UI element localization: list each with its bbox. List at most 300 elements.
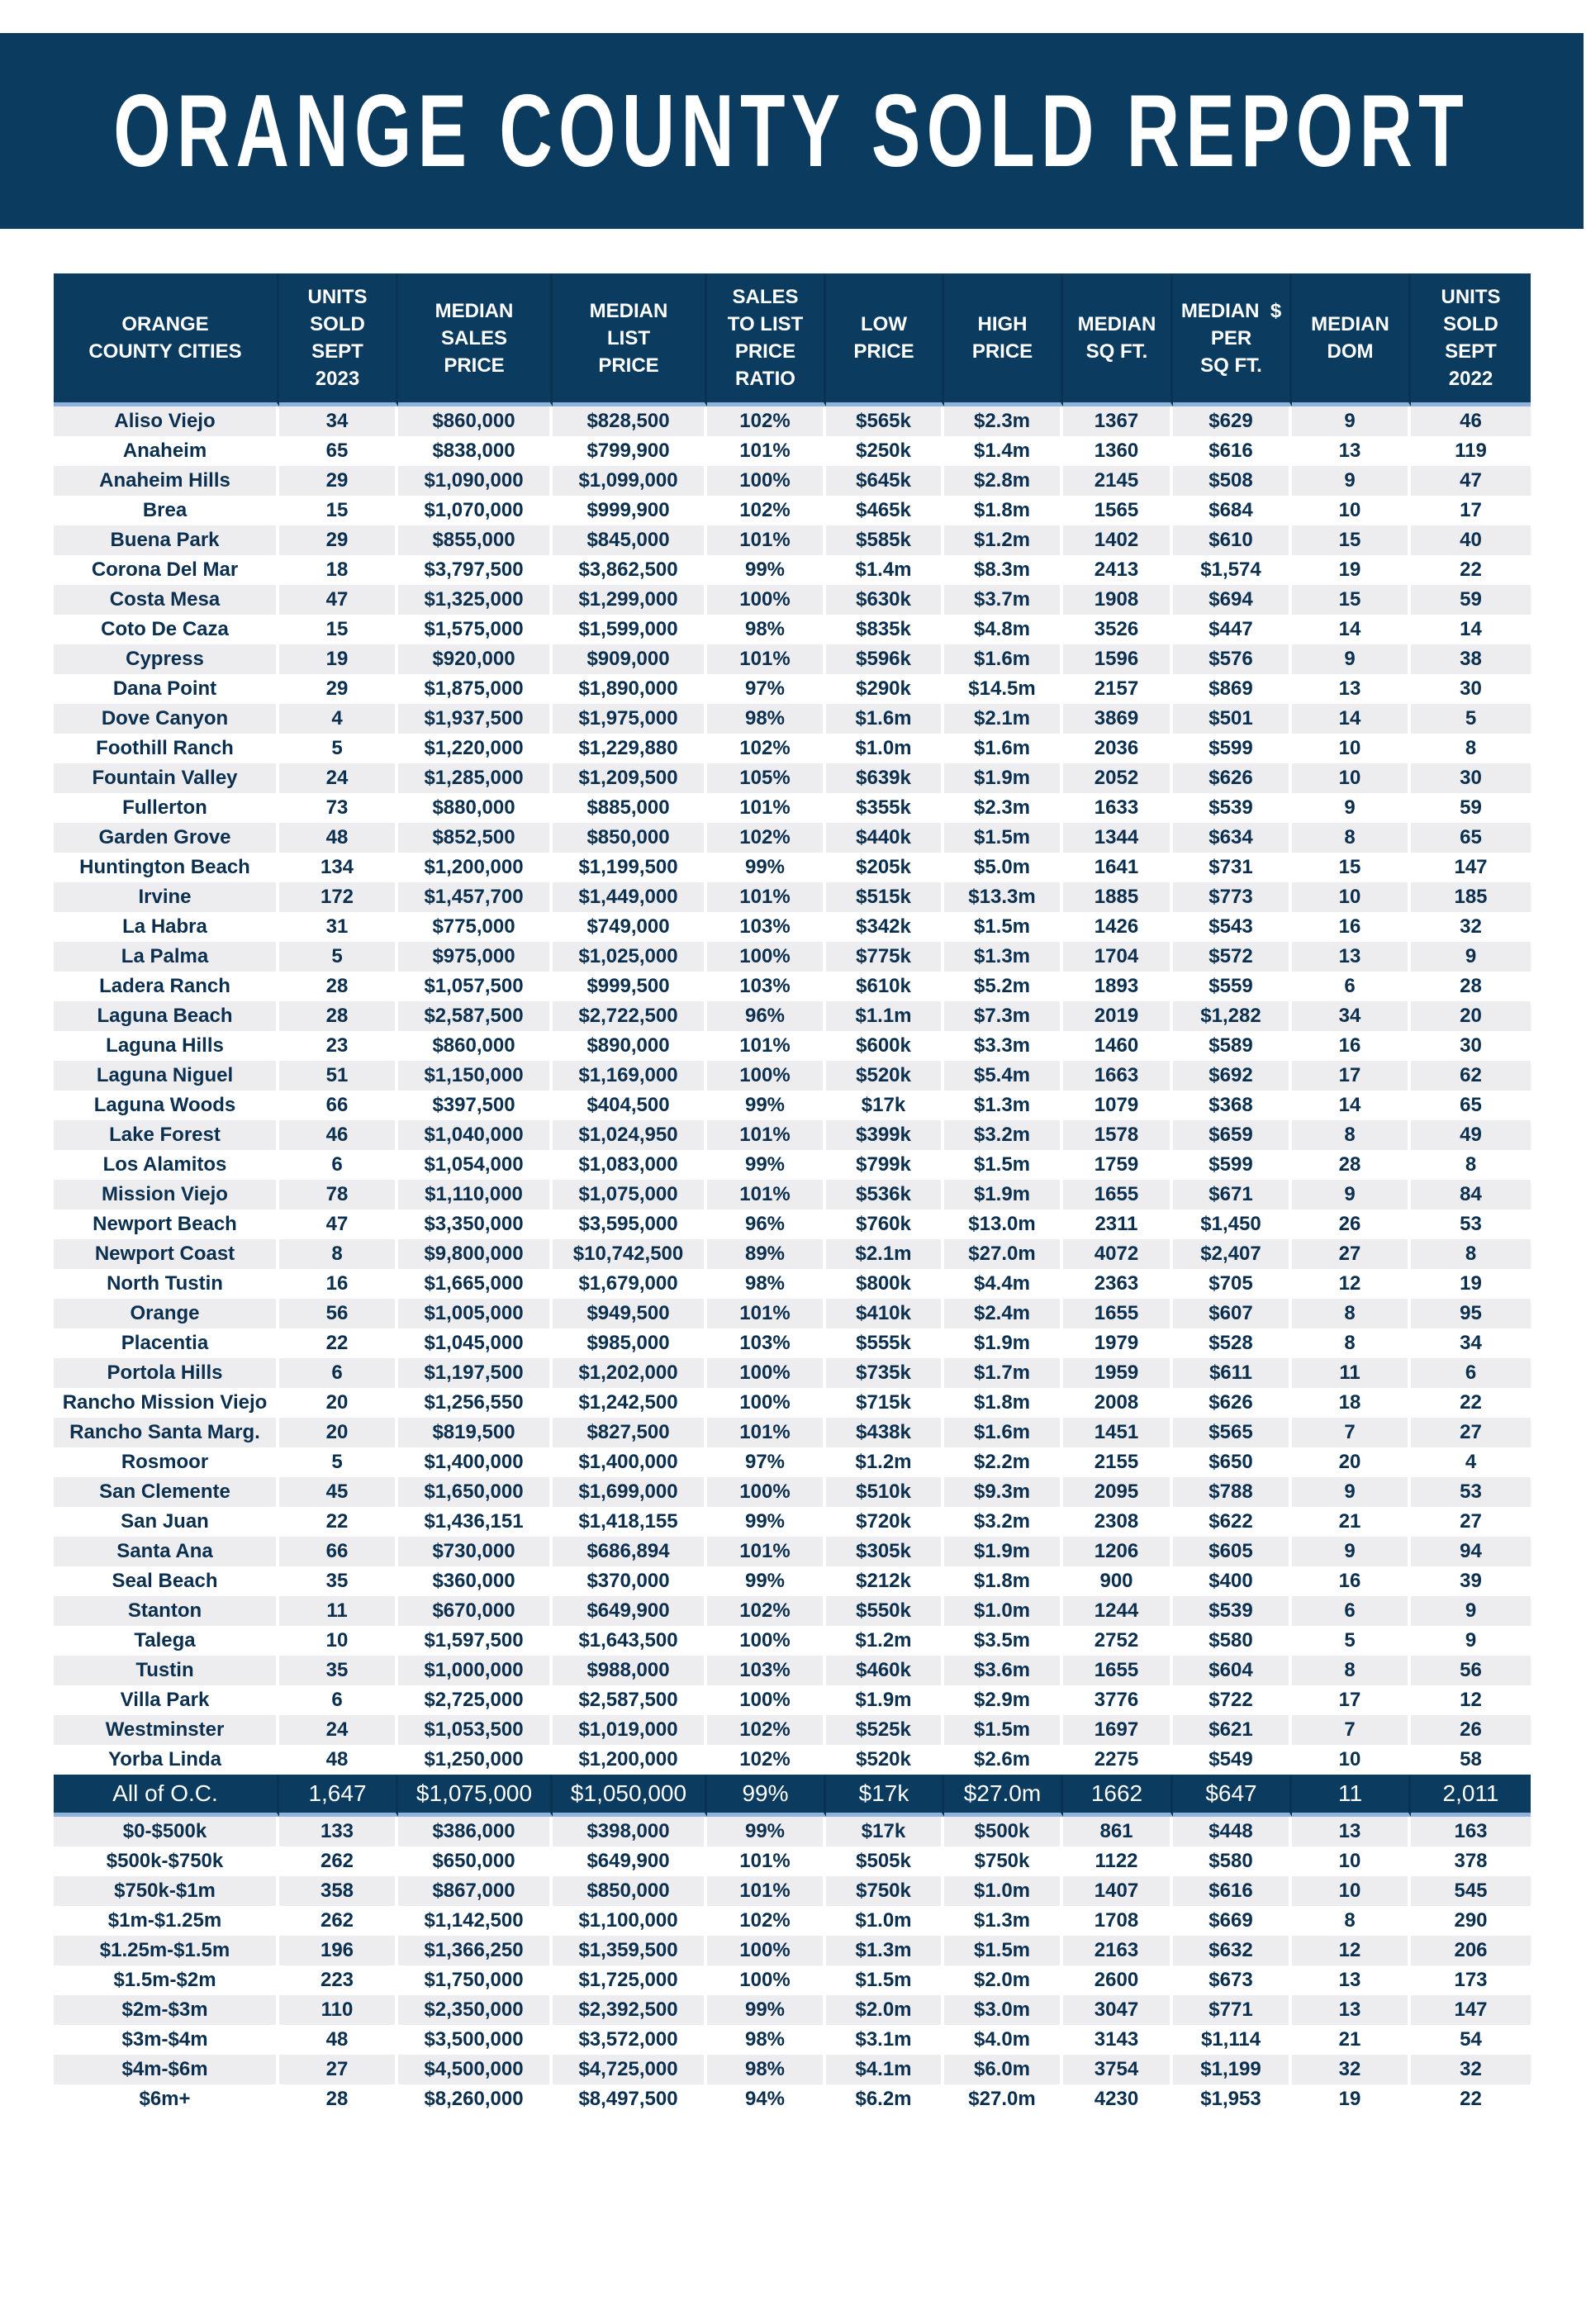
cell-median-sales-price: $2,587,500 [398, 1001, 553, 1031]
cell-high-price: $1.5m [944, 1150, 1063, 1180]
cell-high-price: $3.6m [944, 1656, 1063, 1685]
cell-sales-to-list-ratio: 100% [707, 1936, 826, 1965]
cell-median-dom: 16 [1292, 912, 1411, 942]
price-range-row [54, 1936, 1531, 1965]
cell-median-price-per-sqft: $622 [1173, 1507, 1292, 1537]
price-range-row [54, 1995, 1531, 2025]
cell-sales-to-list-ratio: 102% [707, 496, 826, 525]
cell-median-dom: 8 [1292, 1328, 1411, 1358]
cell-units-2023: 56 [279, 1299, 398, 1328]
cell-city: Anaheim Hills [54, 466, 279, 496]
cell-median-list-price: $370,000 [553, 1566, 707, 1596]
cell-median-sales-price: $730,000 [398, 1537, 553, 1566]
cell-units-2022: 5 [1411, 704, 1531, 734]
cell-city: Mission Viejo [54, 1180, 279, 1210]
cell-high-price: $8.3m [944, 555, 1063, 585]
cell-high-price: $2.2m [944, 1447, 1063, 1477]
city-row [54, 823, 1531, 853]
city-row [54, 1537, 1531, 1566]
cell-units-2023: 262 [279, 1906, 398, 1936]
cell-low-price: $800k [826, 1269, 944, 1299]
cell-median-list-price: $1,025,000 [553, 942, 707, 972]
cell-median-price-per-sqft: $650 [1173, 1447, 1292, 1477]
cell-sales-to-list-ratio: 101% [707, 1418, 826, 1447]
cell-median-dom: 26 [1292, 1210, 1411, 1239]
cell-units-2022: 2,011 [1411, 1775, 1531, 1817]
cell-high-price: $2.1m [944, 704, 1063, 734]
cell-city: Costa Mesa [54, 585, 279, 615]
sold-report-table [54, 273, 1531, 2114]
cell-high-price: $1.0m [944, 1596, 1063, 1626]
cell-high-price: $7.3m [944, 1001, 1063, 1031]
cell-median-dom: 21 [1292, 2025, 1411, 2055]
cell-city: Rancho Santa Marg. [54, 1418, 279, 1447]
cell-city: Laguna Niguel [54, 1061, 279, 1091]
cell-units-2023: 4 [279, 704, 398, 734]
cell-city: Lake Forest [54, 1120, 279, 1150]
cell-city: All of O.C. [54, 1775, 279, 1817]
cell-city: Garden Grove [54, 823, 279, 853]
cell-units-2023: 29 [279, 525, 398, 555]
cell-median-dom: 12 [1292, 1936, 1411, 1965]
cell-city: Huntington Beach [54, 853, 279, 882]
cell-median-price-per-sqft: $673 [1173, 1965, 1292, 1995]
column-header-units-2023: UNITS SOLD SEPT 2023 [279, 273, 398, 406]
cell-low-price: $342k [826, 912, 944, 942]
cell-median-sales-price: $1,045,000 [398, 1328, 553, 1358]
cell-units-2022: 17 [1411, 496, 1531, 525]
cell-median-sqft: 1244 [1063, 1596, 1173, 1626]
cell-high-price: $14.5m [944, 674, 1063, 704]
cell-units-2023: 5 [279, 1447, 398, 1477]
cell-median-list-price: $988,000 [553, 1656, 707, 1685]
cell-median-dom: 9 [1292, 1180, 1411, 1210]
cell-median-price-per-sqft: $539 [1173, 1596, 1292, 1626]
city-row [54, 1447, 1531, 1477]
cell-median-list-price: $1,449,000 [553, 882, 707, 912]
cell-sales-to-list-ratio: 100% [707, 466, 826, 496]
cell-city: La Palma [54, 942, 279, 972]
cell-median-list-price: $1,242,500 [553, 1388, 707, 1418]
cell-low-price: $505k [826, 1846, 944, 1876]
cell-median-sqft: 2036 [1063, 734, 1173, 763]
cell-median-dom: 17 [1292, 1685, 1411, 1715]
cell-low-price: $735k [826, 1358, 944, 1388]
cell-median-dom: 7 [1292, 1715, 1411, 1745]
cell-median-price-per-sqft: $616 [1173, 436, 1292, 466]
cell-sales-to-list-ratio: 102% [707, 734, 826, 763]
cell-low-price: $410k [826, 1299, 944, 1328]
cell-high-price: $3.3m [944, 1031, 1063, 1061]
cell-units-2022: 8 [1411, 1150, 1531, 1180]
cell-city: Laguna Beach [54, 1001, 279, 1031]
cell-units-2023: 196 [279, 1936, 398, 1965]
cell-units-2023: 15 [279, 496, 398, 525]
price-range-row [54, 1817, 1531, 1846]
cell-high-price: $2.3m [944, 406, 1063, 436]
cell-median-price-per-sqft: $539 [1173, 793, 1292, 823]
cell-median-sales-price: $1,366,250 [398, 1936, 553, 1965]
cell-median-sqft: 2311 [1063, 1210, 1173, 1239]
cell-sales-to-list-ratio: 101% [707, 436, 826, 466]
city-row [54, 1388, 1531, 1418]
cell-median-sales-price: $1,457,700 [398, 882, 553, 912]
cell-median-sales-price: $1,665,000 [398, 1269, 553, 1299]
cell-median-price-per-sqft: $580 [1173, 1846, 1292, 1876]
cell-median-price-per-sqft: $610 [1173, 525, 1292, 555]
cell-sales-to-list-ratio: 96% [707, 1001, 826, 1031]
cell-low-price: $536k [826, 1180, 944, 1210]
cell-units-2022: 30 [1411, 674, 1531, 704]
cell-median-sqft: 1663 [1063, 1061, 1173, 1091]
cell-high-price: $2.3m [944, 793, 1063, 823]
cell-median-list-price: $8,497,500 [553, 2084, 707, 2114]
cell-median-sqft: 2600 [1063, 1965, 1173, 1995]
cell-high-price: $1.4m [944, 436, 1063, 466]
cell-median-sqft: 1655 [1063, 1299, 1173, 1328]
cell-median-list-price: $985,000 [553, 1328, 707, 1358]
cell-city: Newport Coast [54, 1239, 279, 1269]
cell-median-sqft: 1655 [1063, 1180, 1173, 1210]
cell-median-price-per-sqft: $508 [1173, 466, 1292, 496]
cell-low-price: $520k [826, 1061, 944, 1091]
cell-high-price: $1.6m [944, 644, 1063, 674]
cell-units-2023: 5 [279, 942, 398, 972]
cell-high-price: $1.3m [944, 1091, 1063, 1120]
cell-median-price-per-sqft: $607 [1173, 1299, 1292, 1328]
cell-units-2022: 185 [1411, 882, 1531, 912]
cell-units-2022: 22 [1411, 1388, 1531, 1418]
cell-units-2023: 28 [279, 2084, 398, 2114]
cell-city: Westminster [54, 1715, 279, 1745]
page-title: ORANGE COUNTY SOLD REPORT [113, 74, 1470, 188]
cell-median-sales-price: $975,000 [398, 942, 553, 972]
cell-median-price-per-sqft: $368 [1173, 1091, 1292, 1120]
cell-median-dom: 13 [1292, 1817, 1411, 1846]
cell-median-sales-price: $860,000 [398, 1031, 553, 1061]
city-row [54, 853, 1531, 882]
city-row [54, 1656, 1531, 1685]
cell-median-sqft: 1407 [1063, 1876, 1173, 1906]
cell-city: $0-$500k [54, 1817, 279, 1846]
cell-high-price: $2.6m [944, 1745, 1063, 1775]
cell-median-dom: 9 [1292, 793, 1411, 823]
city-row [54, 466, 1531, 496]
column-header-median-price-per-sqft: MEDIAN $ PER SQ FT. [1173, 273, 1292, 406]
cell-units-2022: 47 [1411, 466, 1531, 496]
cell-low-price: $3.1m [826, 2025, 944, 2055]
cell-median-dom: 15 [1292, 853, 1411, 882]
cell-sales-to-list-ratio: 102% [707, 1596, 826, 1626]
cell-median-sales-price: $1,256,550 [398, 1388, 553, 1418]
cell-low-price: $555k [826, 1328, 944, 1358]
cell-city: Orange [54, 1299, 279, 1328]
cell-median-sales-price: $650,000 [398, 1846, 553, 1876]
cell-low-price: $250k [826, 436, 944, 466]
cell-median-sales-price: $2,350,000 [398, 1995, 553, 2025]
cell-high-price: $3.2m [944, 1120, 1063, 1150]
cell-city: Corona Del Mar [54, 555, 279, 585]
cell-median-dom: 10 [1292, 496, 1411, 525]
cell-low-price: $715k [826, 1388, 944, 1418]
cell-units-2022: 59 [1411, 793, 1531, 823]
cell-low-price: $760k [826, 1210, 944, 1239]
cell-median-sales-price: $1,150,000 [398, 1061, 553, 1091]
cell-city: $500k-$750k [54, 1846, 279, 1876]
cell-sales-to-list-ratio: 100% [707, 1965, 826, 1995]
cell-city: Foothill Ranch [54, 734, 279, 763]
cell-median-sqft: 2052 [1063, 763, 1173, 793]
cell-median-sales-price: $852,500 [398, 823, 553, 853]
cell-low-price: $1.6m [826, 704, 944, 734]
cell-median-price-per-sqft: $705 [1173, 1269, 1292, 1299]
cell-median-sales-price: $838,000 [398, 436, 553, 466]
cell-units-2022: 94 [1411, 1537, 1531, 1566]
cell-median-sqft: 2145 [1063, 466, 1173, 496]
cell-sales-to-list-ratio: 94% [707, 2084, 826, 2114]
cell-units-2023: 27 [279, 2055, 398, 2084]
cell-units-2023: 16 [279, 1269, 398, 1299]
cell-city: Ladera Ranch [54, 972, 279, 1001]
cell-units-2022: 147 [1411, 1995, 1531, 2025]
cell-median-sqft: 1662 [1063, 1775, 1173, 1817]
cell-median-price-per-sqft: $448 [1173, 1817, 1292, 1846]
column-header-high-price: HIGH PRICE [944, 273, 1063, 406]
cell-city: La Habra [54, 912, 279, 942]
cell-city: Los Alamitos [54, 1150, 279, 1180]
cell-median-list-price: $1,359,500 [553, 1936, 707, 1965]
city-row [54, 1507, 1531, 1537]
city-row [54, 1358, 1531, 1388]
cell-median-sales-price: $1,053,500 [398, 1715, 553, 1745]
cell-median-price-per-sqft: $621 [1173, 1715, 1292, 1745]
cell-units-2022: 28 [1411, 972, 1531, 1001]
cell-city: Rancho Mission Viejo [54, 1388, 279, 1418]
cell-median-list-price: $1,418,155 [553, 1507, 707, 1537]
price-range-row [54, 1965, 1531, 1995]
cell-median-dom: 10 [1292, 1745, 1411, 1775]
cell-high-price: $4.0m [944, 2025, 1063, 2055]
cell-median-price-per-sqft: $580 [1173, 1626, 1292, 1656]
cell-units-2023: 223 [279, 1965, 398, 1995]
cell-median-list-price: $850,000 [553, 1876, 707, 1906]
cell-median-dom: 8 [1292, 1656, 1411, 1685]
cell-median-dom: 10 [1292, 1876, 1411, 1906]
cell-city: $1.5m-$2m [54, 1965, 279, 1995]
cell-units-2022: 56 [1411, 1656, 1531, 1685]
column-header-city: ORANGE COUNTY CITIES [54, 273, 279, 406]
cell-median-dom: 34 [1292, 1001, 1411, 1031]
cell-city: $6m+ [54, 2084, 279, 2114]
cell-median-sqft: 1426 [1063, 912, 1173, 942]
cell-units-2023: 24 [279, 763, 398, 793]
cell-units-2023: 10 [279, 1626, 398, 1656]
cell-median-sqft: 2308 [1063, 1507, 1173, 1537]
cell-high-price: $5.2m [944, 972, 1063, 1001]
cell-units-2023: 5 [279, 734, 398, 763]
cell-units-2022: 40 [1411, 525, 1531, 555]
cell-median-sales-price: $855,000 [398, 525, 553, 555]
cell-median-list-price: $850,000 [553, 823, 707, 853]
cell-sales-to-list-ratio: 100% [707, 585, 826, 615]
cell-median-sqft: 3754 [1063, 2055, 1173, 2084]
city-row [54, 1477, 1531, 1507]
cell-median-sqft: 1959 [1063, 1358, 1173, 1388]
cell-median-dom: 17 [1292, 1061, 1411, 1091]
cell-median-list-price: $999,500 [553, 972, 707, 1001]
cell-units-2023: 48 [279, 2025, 398, 2055]
cell-high-price: $27.0m [944, 1775, 1063, 1817]
cell-low-price: $550k [826, 1596, 944, 1626]
cell-median-list-price: $649,900 [553, 1846, 707, 1876]
cell-median-sales-price: $1,285,000 [398, 763, 553, 793]
cell-high-price: $3.7m [944, 585, 1063, 615]
cell-low-price: $750k [826, 1876, 944, 1906]
cell-median-sqft: 2163 [1063, 1936, 1173, 1965]
cell-units-2022: 30 [1411, 1031, 1531, 1061]
cell-median-list-price: $845,000 [553, 525, 707, 555]
cell-sales-to-list-ratio: 101% [707, 525, 826, 555]
cell-median-sqft: 3776 [1063, 1685, 1173, 1715]
cell-median-dom: 8 [1292, 1299, 1411, 1328]
cell-median-sales-price: $3,797,500 [398, 555, 553, 585]
cell-median-sqft: 1402 [1063, 525, 1173, 555]
cell-low-price: $1.4m [826, 555, 944, 585]
cell-units-2022: 49 [1411, 1120, 1531, 1150]
cell-median-sales-price: $1,070,000 [398, 496, 553, 525]
cell-sales-to-list-ratio: 102% [707, 823, 826, 853]
cell-units-2022: 163 [1411, 1817, 1531, 1846]
city-row [54, 1061, 1531, 1091]
cell-median-price-per-sqft: $671 [1173, 1180, 1292, 1210]
price-range-row [54, 1846, 1531, 1876]
cell-low-price: $585k [826, 525, 944, 555]
cell-median-sales-price: $1,400,000 [398, 1447, 553, 1477]
cell-sales-to-list-ratio: 101% [707, 1180, 826, 1210]
cell-units-2023: 6 [279, 1358, 398, 1388]
cell-median-price-per-sqft: $629 [1173, 406, 1292, 436]
cell-units-2022: 378 [1411, 1846, 1531, 1876]
cell-sales-to-list-ratio: 98% [707, 2025, 826, 2055]
city-row [54, 674, 1531, 704]
column-header-units-2022: UNITS SOLD SEPT 2022 [1411, 273, 1531, 406]
cell-median-price-per-sqft: $565 [1173, 1418, 1292, 1447]
cell-median-list-price: $404,500 [553, 1091, 707, 1120]
cell-median-sales-price: $360,000 [398, 1566, 553, 1596]
cell-median-price-per-sqft: $528 [1173, 1328, 1292, 1358]
cell-high-price: $1.6m [944, 1418, 1063, 1447]
cell-city: Santa Ana [54, 1537, 279, 1566]
price-range-row [54, 2084, 1531, 2114]
city-row [54, 734, 1531, 763]
cell-median-sqft: 2155 [1063, 1447, 1173, 1477]
cell-median-price-per-sqft: $684 [1173, 496, 1292, 525]
cell-median-sales-price: $1,436,151 [398, 1507, 553, 1537]
cell-median-dom: 18 [1292, 1388, 1411, 1418]
cell-median-price-per-sqft: $549 [1173, 1745, 1292, 1775]
cell-sales-to-list-ratio: 99% [707, 1775, 826, 1817]
cell-median-dom: 9 [1292, 1477, 1411, 1507]
cell-median-sqft: 1460 [1063, 1031, 1173, 1061]
cell-units-2023: 51 [279, 1061, 398, 1091]
cell-units-2022: 53 [1411, 1477, 1531, 1507]
cell-low-price: $399k [826, 1120, 944, 1150]
cell-units-2023: 73 [279, 793, 398, 823]
cell-median-dom: 9 [1292, 1537, 1411, 1566]
cell-median-sales-price: $1,937,500 [398, 704, 553, 734]
cell-median-price-per-sqft: $1,953 [1173, 2084, 1292, 2114]
cell-median-list-price: $949,500 [553, 1299, 707, 1328]
cell-units-2022: 6 [1411, 1358, 1531, 1388]
price-range-row [54, 2025, 1531, 2055]
cell-sales-to-list-ratio: 101% [707, 1120, 826, 1150]
cell-median-dom: 14 [1292, 615, 1411, 644]
cell-city: San Juan [54, 1507, 279, 1537]
cell-city: Laguna Hills [54, 1031, 279, 1061]
cell-high-price: $2.9m [944, 1685, 1063, 1715]
cell-units-2023: 35 [279, 1566, 398, 1596]
cell-low-price: $639k [826, 763, 944, 793]
cell-units-2022: 95 [1411, 1299, 1531, 1328]
cell-median-dom: 16 [1292, 1566, 1411, 1596]
cell-units-2022: 9 [1411, 1626, 1531, 1656]
cell-median-list-price: $1,169,000 [553, 1061, 707, 1091]
cell-median-dom: 11 [1292, 1358, 1411, 1388]
cell-units-2022: 22 [1411, 555, 1531, 585]
cell-high-price: $13.0m [944, 1210, 1063, 1239]
cell-units-2023: 47 [279, 1210, 398, 1239]
column-header-median-sales-price: MEDIAN SALES PRICE [398, 273, 553, 406]
cell-high-price: $500k [944, 1817, 1063, 1846]
cell-median-list-price: $1,299,000 [553, 585, 707, 615]
cell-units-2022: 59 [1411, 585, 1531, 615]
cell-units-2023: 28 [279, 1001, 398, 1031]
city-row [54, 644, 1531, 674]
cell-median-sales-price: $1,040,000 [398, 1120, 553, 1150]
cell-units-2022: 9 [1411, 942, 1531, 972]
cell-units-2023: 172 [279, 882, 398, 912]
cell-low-price: $596k [826, 644, 944, 674]
cell-median-sqft: 1367 [1063, 406, 1173, 436]
cell-median-sales-price: $1,000,000 [398, 1656, 553, 1685]
cell-median-sqft: 1655 [1063, 1656, 1173, 1685]
cell-median-dom: 13 [1292, 1995, 1411, 2025]
cell-high-price: $1.6m [944, 734, 1063, 763]
cell-median-sales-price: $1,142,500 [398, 1906, 553, 1936]
cell-median-dom: 7 [1292, 1418, 1411, 1447]
cell-high-price: $27.0m [944, 1239, 1063, 1269]
cell-sales-to-list-ratio: 102% [707, 1745, 826, 1775]
cell-city: Aliso Viejo [54, 406, 279, 436]
cell-median-dom: 6 [1292, 1596, 1411, 1626]
cell-city: $1m-$1.25m [54, 1906, 279, 1936]
cell-units-2023: 6 [279, 1150, 398, 1180]
cell-median-list-price: $1,725,000 [553, 1965, 707, 1995]
city-row [54, 1239, 1531, 1269]
cell-median-sales-price: $1,005,000 [398, 1299, 553, 1328]
cell-median-list-price: $3,572,000 [553, 2025, 707, 2055]
cell-median-price-per-sqft: $2,407 [1173, 1239, 1292, 1269]
cell-units-2022: 9 [1411, 1596, 1531, 1626]
cell-units-2022: 173 [1411, 1965, 1531, 1995]
cell-city: Dove Canyon [54, 704, 279, 734]
cell-median-dom: 27 [1292, 1239, 1411, 1269]
cell-units-2023: 23 [279, 1031, 398, 1061]
cell-median-price-per-sqft: $572 [1173, 942, 1292, 972]
cell-median-sales-price: $1,090,000 [398, 466, 553, 496]
cell-city: Cypress [54, 644, 279, 674]
cell-units-2022: 19 [1411, 1269, 1531, 1299]
